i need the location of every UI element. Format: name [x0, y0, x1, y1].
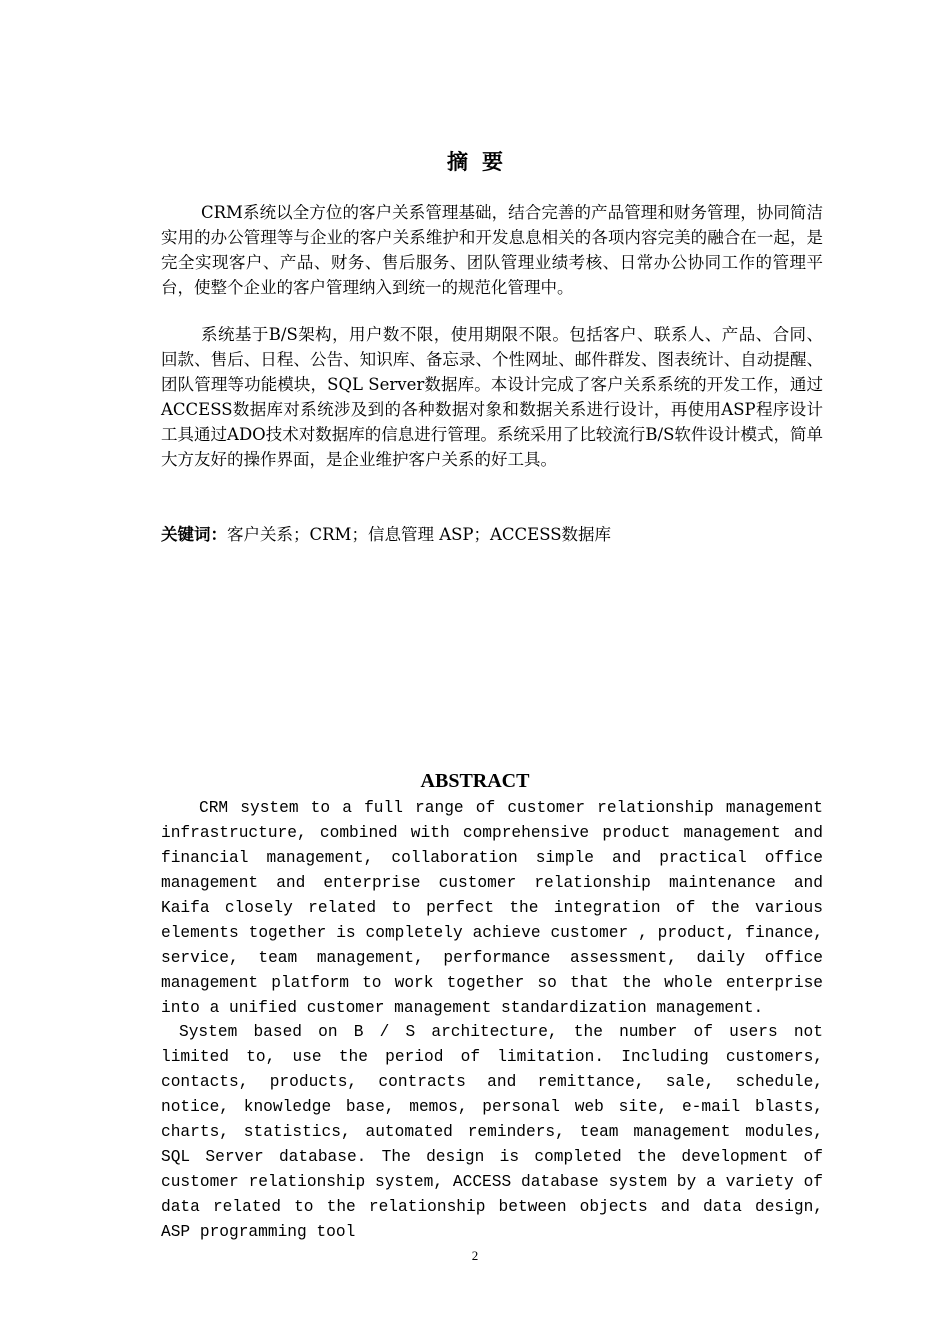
english-abstract-paragraph-2: System based on B / S architecture, the number of users not limited to, use the period of limitation. Including customers, contacts, products, contracts and remittance, sale, schedule, notice, knowledge base, memos, personal web site, e-mail blasts, charts, statistics, automated reminders, team management modules, SQL Server database. The design is completed the development of customer relationship system, ACCESS database system by a variety of data related to the relationship between objects and data design, ASP programming tool	[161, 1023, 823, 1241]
chinese-abstract-paragraph-1: CRM系统以全方位的客户关系管理基础，结合完善的产品管理和财务管理，协同简洁实用的办公管理等与企业的客户关系维护和开发息息相关的各项内容完美的融合在一起，是完全实现客户、产品、财务、售后服务、团队管理业绩考核、日常办公协同工作的管理平台，使整个企业的客户管理纳入到统一的规范化管理中。	[161, 203, 823, 297]
chinese-abstract-paragraph-2: 系统基于B/S架构，用户数不限，使用期限不限。包括客户、联系人、产品、合同、回款、售后、日程、公告、知识库、备忘录、个性网址、邮件群发、图表统计、自动提醒、团队管理等功能模块，SQL Server数据库。本设计完成了客户关系系统的开发工作，通过ACCESS数据库对系统涉及到的各种数据对象和数据关系进行设计，再使用ASP程序设计工具通过ADO技术对数据库的信息进行管理。系统采用了比较流行B/S软件设计模式，简单大方友好的操作界面，是企业维护客户关系的好工具。	[161, 325, 823, 469]
english-abstract-title: ABSTRACT	[420, 770, 530, 792]
chinese-abstract-title: 摘要	[447, 149, 517, 174]
keywords-label: 关键词：	[161, 525, 227, 544]
keywords-text: 客户关系；CRM；信息管理 ASP；ACCESS数据库	[227, 525, 612, 544]
keywords-line	[161, 522, 823, 547]
page-number: 2	[471, 1248, 479, 1263]
english-abstract-paragraph-1: CRM system to a full range of customer relationship management infrastructure, combined with comprehensive product management and financial management, collaboration simple and practical office management and enterprise customer relationship maintenance and Kaifa closely related to perfect the integration of the various elements together is completely achieve customer , product, finance, service, team management, performance assessment, daily office management platform to work together so that the whole enterprise into a unified customer management standardization management.	[161, 799, 823, 1017]
